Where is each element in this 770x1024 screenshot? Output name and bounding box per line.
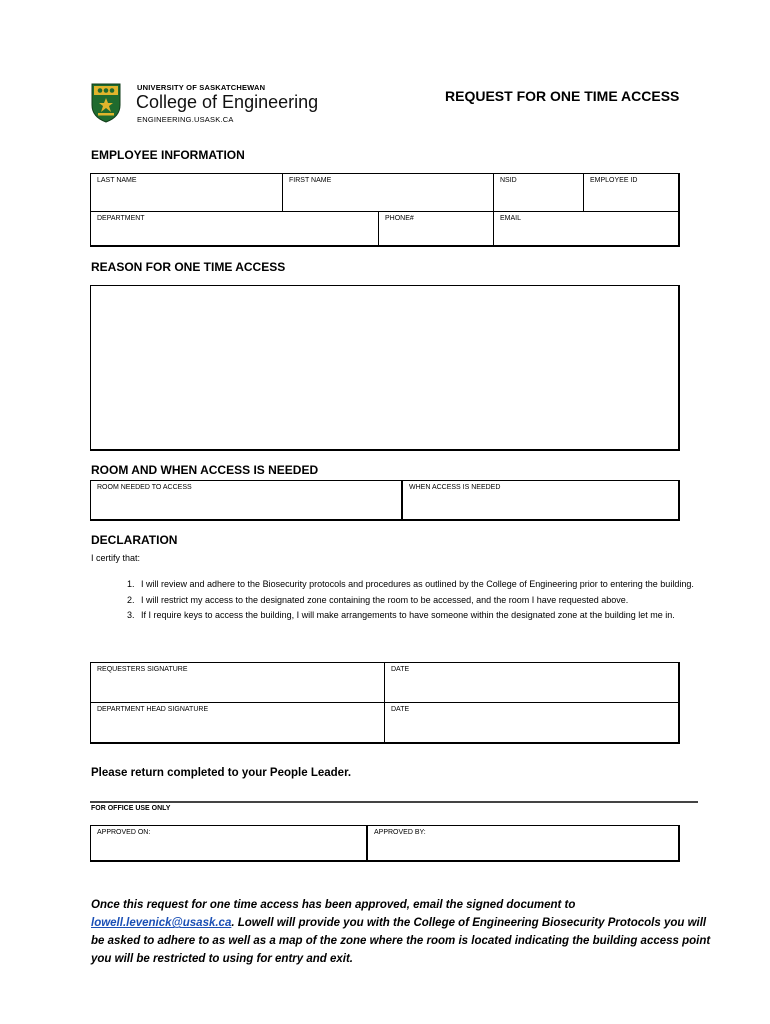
reason-textarea[interactable] <box>90 285 680 451</box>
room-needed-label: ROOM NEEDED TO ACCESS <box>97 484 192 491</box>
email-field[interactable] <box>494 212 679 246</box>
college-website: ENGINEERING.USASK.CA <box>137 115 234 124</box>
closing-text-end: . Lowell will provide you with the College of Engineering Biosecurity Protocols you will be asked to adhere to as well as a map of the zone where the room is located indicating the building access point you will be restricted to using for entry and exit. <box>91 917 711 965</box>
contact-email-link[interactable]: lowell.levenick@usask.ca <box>91 917 232 929</box>
office-table <box>90 825 680 862</box>
department-field[interactable] <box>91 212 379 246</box>
signature-table <box>90 662 680 744</box>
dept-head-date-field[interactable] <box>385 703 679 743</box>
requester-signature-label: REQUESTERS SIGNATURE <box>97 666 188 673</box>
requester-date-field[interactable] <box>385 663 679 703</box>
department-label: DEPARTMENT <box>97 215 145 222</box>
room-heading: ROOM AND WHEN ACCESS IS NEEDED <box>91 463 319 477</box>
declaration-item: 3. If I require keys to access the building, I will make arrangements to have someone within the designated zone at the building let me in. <box>137 608 757 624</box>
approved-by-field[interactable] <box>368 826 679 861</box>
approved-on-field[interactable] <box>91 826 368 861</box>
closing-text-start: Once this request for one time access has been approved, email the signed document to <box>91 899 576 911</box>
return-note: Please return completed to your People Leader. <box>91 767 352 779</box>
page-title: REQUEST FOR ONE TIME ACCESS <box>445 88 680 104</box>
last-name-field[interactable] <box>91 174 283 212</box>
room-table <box>90 480 680 521</box>
employee-info-heading: EMPLOYEE INFORMATION <box>91 148 245 162</box>
university-name: UNIVERSITY OF SASKATCHEWAN <box>137 83 266 92</box>
phone-field[interactable] <box>379 212 494 246</box>
nsid-field[interactable] <box>494 174 584 212</box>
declaration-item: 2. I will restrict my access to the designated zone containing the room to be accessed, and the room I have requested above. <box>137 593 757 609</box>
employee-id-field[interactable] <box>584 174 679 212</box>
when-needed-field[interactable] <box>403 481 679 520</box>
employee-id-label: EMPLOYEE ID <box>590 177 638 184</box>
when-needed-label: WHEN ACCESS IS NEEDED <box>409 484 501 491</box>
nsid-label: NSID <box>500 177 517 184</box>
closing-paragraph <box>91 896 721 968</box>
declaration-heading: DECLARATION <box>91 533 178 547</box>
dept-head-signature-label: DEPARTMENT HEAD SIGNATURE <box>97 706 209 713</box>
requester-date-label: DATE <box>391 666 410 673</box>
last-name-label: LAST NAME <box>97 177 137 184</box>
office-divider <box>90 801 698 803</box>
room-needed-field[interactable] <box>91 481 403 520</box>
university-shield-logo <box>91 83 121 123</box>
employee-info-table <box>90 173 680 247</box>
email-label: EMAIL <box>500 215 522 222</box>
declaration-item: 1. I will review and adhere to the Biosecurity protocols and procedures as outlined by the College of Engineering prior to entering the building. <box>137 577 757 593</box>
dept-head-date-label: DATE <box>391 706 410 713</box>
college-name: College of Engineering <box>136 92 319 112</box>
reason-heading: REASON FOR ONE TIME ACCESS <box>91 260 286 274</box>
first-name-label: FIRST NAME <box>289 177 332 184</box>
dept-head-signature-field[interactable] <box>91 703 385 743</box>
declaration-intro: I certify that: <box>91 553 141 563</box>
first-name-field[interactable] <box>283 174 494 212</box>
declaration-list <box>95 577 757 624</box>
phone-label: PHONE# <box>385 215 414 222</box>
requester-signature-field[interactable] <box>91 663 385 703</box>
office-use-label: FOR OFFICE USE ONLY <box>91 805 171 812</box>
approved-by-label: APPROVED BY: <box>374 829 426 836</box>
approved-on-label: APPROVED ON: <box>97 829 151 836</box>
